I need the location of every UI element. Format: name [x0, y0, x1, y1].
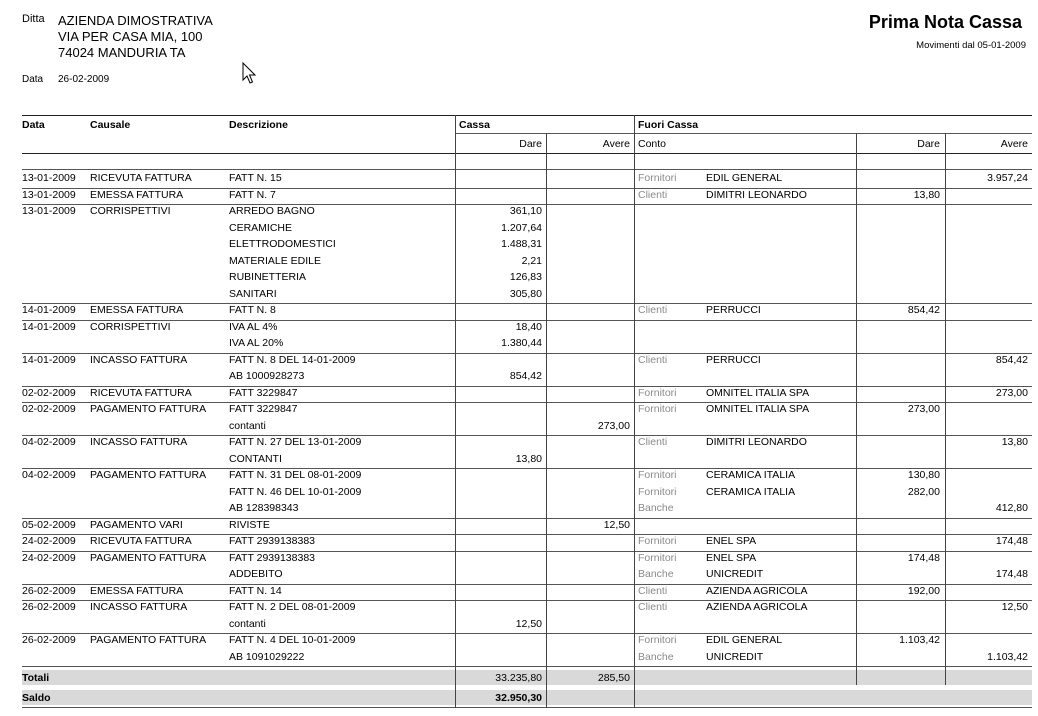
- column-header-fuori-cassa: Fuori Cassa: [638, 119, 699, 131]
- conto-type: Fornitori: [638, 634, 677, 646]
- entry-description: FATT 3229847: [229, 403, 298, 415]
- fuori-avere-value: 13,80: [1001, 436, 1028, 448]
- fuori-dare-value: 192,00: [907, 584, 940, 597]
- entry-description: AB 1091029222: [229, 650, 305, 663]
- conto-name: CERAMICA ITALIA: [706, 485, 796, 498]
- conto-name: ENEL SPA: [706, 551, 757, 564]
- row-divider: [22, 153, 1032, 154]
- entry-causale: EMESSA FATTURA: [90, 188, 184, 201]
- entry-causale: PAGAMENTO FATTURA: [90, 634, 207, 646]
- entry-description: FATT N. 46 DEL 10-01-2009: [229, 485, 362, 498]
- conto-type: Fornitori: [638, 485, 677, 498]
- saldo-label: Saldo: [22, 692, 51, 704]
- column-header-causale: Causale: [90, 119, 131, 131]
- conto-name: DIMITRI LEONARDO: [706, 436, 807, 448]
- conto-name: DIMITRI LEONARDO: [706, 188, 807, 201]
- conto-name: ENEL SPA: [706, 535, 757, 547]
- conto-type: Fornitori: [638, 403, 677, 415]
- entry-description: FATT N. 4 DEL 10-01-2009: [229, 634, 356, 646]
- entry-description: AB 1000928273: [229, 370, 305, 382]
- entry-causale: EMESSA FATTURA: [90, 304, 184, 316]
- entry-date: 24-02-2009: [22, 551, 76, 564]
- totals-avere: 285,50: [597, 672, 630, 684]
- conto-type: Fornitori: [638, 172, 677, 184]
- cassa-dare-value: 126,83: [509, 271, 542, 283]
- entry-causale: CORRISPETTIVI: [90, 205, 171, 217]
- conto-type: Clienti: [638, 353, 668, 366]
- entry-description: IVA AL 20%: [229, 337, 284, 349]
- entry-causale: INCASSO FATTURA: [90, 601, 188, 613]
- conto-type: Banche: [638, 568, 674, 580]
- column-header-descrizione: Descrizione: [229, 119, 288, 131]
- fuori-dare-value: 174,48: [907, 551, 940, 564]
- entry-description: SANITARI: [229, 287, 277, 300]
- entry-description: IVA AL 4%: [229, 320, 278, 333]
- company-address: VIA PER CASA MIA, 100: [58, 29, 203, 44]
- cassa-avere-value: 12,50: [603, 518, 630, 531]
- conto-type: Fornitori: [638, 469, 677, 481]
- entry-description: AB 128398343: [229, 502, 299, 514]
- fuori-dare-value: 273,00: [907, 403, 940, 415]
- cassa-dare-value: 1.207,64: [501, 221, 542, 234]
- entry-description: FATT 3229847: [229, 386, 298, 399]
- entry-date: 26-02-2009: [22, 601, 76, 613]
- entry-date: 26-02-2009: [22, 634, 76, 646]
- company-name: AZIENDA DIMOSTRATIVA: [58, 13, 213, 28]
- entry-description: MATERIALE EDILE: [229, 254, 321, 267]
- conto-name: AZIENDA AGRICOLA: [706, 601, 808, 613]
- fuori-avere-value: 412,80: [995, 502, 1028, 514]
- conto-type: Banche: [638, 502, 674, 514]
- column-divider: [455, 115, 456, 708]
- fuori-avere-value: 1.103,42: [987, 650, 1028, 663]
- entry-date: 02-02-2009: [22, 403, 76, 415]
- entry-causale: PAGAMENTO FATTURA: [90, 551, 207, 564]
- cassa-dare-value: 361,10: [509, 205, 542, 217]
- row-divider: [22, 169, 1032, 170]
- cassa-dare-value: 18,40: [515, 320, 542, 333]
- entry-description: FATT N. 7: [229, 188, 276, 201]
- entry-date: 13-01-2009: [22, 188, 76, 201]
- conto-name: PERRUCCI: [706, 353, 761, 366]
- entry-date: 02-02-2009: [22, 386, 76, 399]
- entry-description: RUBINETTERIA: [229, 271, 307, 283]
- entry-description: ARREDO BAGNO: [229, 205, 315, 217]
- conto-type: Clienti: [638, 304, 668, 316]
- conto-type: Fornitori: [638, 386, 677, 399]
- entry-date: 05-02-2009: [22, 518, 76, 531]
- report-date: 26-02-2009: [58, 74, 110, 85]
- column-header-conto: Conto: [638, 138, 667, 150]
- entry-causale: RICEVUTA FATTURA: [90, 172, 192, 184]
- entry-date: 04-02-2009: [22, 469, 76, 481]
- entry-date: 13-01-2009: [22, 205, 76, 217]
- column-header-cassa-avere: Avere: [602, 138, 630, 150]
- column-header-fuori-avere: Avere: [1000, 138, 1028, 150]
- entry-causale: INCASSO FATTURA: [90, 436, 188, 448]
- conto-name: CERAMICA ITALIA: [706, 469, 796, 481]
- entry-causale: RICEVUTA FATTURA: [90, 535, 192, 547]
- row-divider: [22, 115, 1032, 116]
- conto-name: OMNITEL ITALIA SPA: [706, 386, 810, 399]
- cassa-dare-value: 2,21: [521, 254, 542, 267]
- entry-description: contanti: [229, 419, 266, 432]
- entry-description: FATT N. 31 DEL 08-01-2009: [229, 469, 362, 481]
- entry-description: FATT N. 8: [229, 304, 276, 316]
- column-divider: [856, 133, 857, 685]
- entry-description: contanti: [229, 617, 266, 630]
- entry-description: FATT 2939138383: [229, 551, 316, 564]
- entry-causale: EMESSA FATTURA: [90, 584, 184, 597]
- column-header-cassa-dare: Dare: [519, 138, 542, 150]
- entry-date: 13-01-2009: [22, 172, 76, 184]
- fuori-dare-value: 282,00: [907, 485, 940, 498]
- entry-causale: PAGAMENTO FATTURA: [90, 403, 207, 415]
- conto-type: Clienti: [638, 584, 668, 597]
- cassa-dare-value: 305,80: [509, 287, 542, 300]
- column-header-data: Data: [22, 119, 45, 131]
- fuori-avere-value: 854,42: [995, 353, 1028, 366]
- fuori-avere-value: 174,48: [995, 568, 1028, 580]
- entry-date: 24-02-2009: [22, 535, 76, 547]
- entry-description: CERAMICHE: [229, 221, 293, 234]
- date-label: Data: [22, 74, 44, 85]
- row-divider: [22, 666, 1032, 667]
- entry-description: ELETTRODOMESTICI: [229, 238, 336, 250]
- ditta-label: Ditta: [22, 13, 45, 25]
- conto-name: PERRUCCI: [706, 304, 761, 316]
- conto-type: Banche: [638, 650, 674, 663]
- totals-label: Totali: [22, 672, 50, 684]
- column-header-fuori-dare: Dare: [917, 138, 940, 150]
- entry-description: FATT N. 2 DEL 08-01-2009: [229, 601, 356, 613]
- fuori-dare-value: 854,42: [907, 304, 940, 316]
- fuori-avere-value: 174,48: [995, 535, 1028, 547]
- cassa-dare-value: 854,42: [509, 370, 542, 382]
- fuori-dare-value: 1.103,42: [899, 634, 940, 646]
- conto-type: Fornitori: [638, 535, 677, 547]
- entry-causale: INCASSO FATTURA: [90, 353, 188, 366]
- row-divider: [22, 707, 1032, 708]
- conto-name: UNICREDIT: [706, 650, 764, 663]
- entry-date: 14-01-2009: [22, 353, 76, 366]
- totals-dare: 33.235,80: [495, 672, 542, 684]
- conto-name: OMNITEL ITALIA SPA: [706, 403, 810, 415]
- column-divider: [634, 115, 635, 708]
- saldo-value: 32.950,30: [495, 692, 542, 704]
- entry-causale: PAGAMENTO VARI: [90, 518, 183, 531]
- cassa-dare-value: 12,50: [515, 617, 542, 630]
- conto-type: Clienti: [638, 188, 668, 201]
- entry-date: 26-02-2009: [22, 584, 76, 597]
- fuori-avere-value: 273,00: [995, 386, 1028, 399]
- entry-description: FATT N. 14: [229, 584, 282, 597]
- cassa-avere-value: 273,00: [597, 419, 630, 432]
- fuori-avere-value: 3.957,24: [987, 172, 1028, 184]
- conto-name: EDIL GENERAL: [706, 172, 783, 184]
- conto-type: Clienti: [638, 436, 668, 448]
- fuori-avere-value: 12,50: [1001, 601, 1028, 613]
- entry-date: 14-01-2009: [22, 304, 76, 316]
- conto-name: AZIENDA AGRICOLA: [706, 584, 808, 597]
- conto-type: Fornitori: [638, 551, 677, 564]
- entry-causale: CORRISPETTIVI: [90, 320, 171, 333]
- mouse-cursor-icon: [242, 62, 258, 86]
- fuori-dare-value: 130,80: [907, 469, 940, 481]
- entry-date: 14-01-2009: [22, 320, 76, 333]
- column-divider: [546, 133, 547, 708]
- entry-causale: PAGAMENTO FATTURA: [90, 469, 207, 481]
- conto-name: EDIL GENERAL: [706, 634, 783, 646]
- conto-name: UNICREDIT: [706, 568, 764, 580]
- entry-causale: RICEVUTA FATTURA: [90, 386, 192, 399]
- company-city: 74024 MANDURIA TA: [58, 45, 186, 60]
- cassa-dare-value: 13,80: [515, 452, 542, 465]
- column-divider: [945, 133, 946, 685]
- entry-description: FATT 2939138383: [229, 535, 316, 547]
- entry-description: CONTANTI: [229, 452, 282, 465]
- cassa-dare-value: 1.488,31: [501, 238, 542, 250]
- report-title: Prima Nota Cassa: [868, 12, 1022, 32]
- entry-description: ADDEBITO: [229, 568, 283, 580]
- entry-description: RIVISTE: [229, 518, 270, 531]
- cassa-dare-value: 1.380,44: [501, 337, 542, 349]
- entry-date: 04-02-2009: [22, 436, 76, 448]
- conto-type: Clienti: [638, 601, 668, 613]
- report-subtitle: Movimenti dal 05-01-2009: [916, 40, 1026, 51]
- entry-description: FATT N. 15: [229, 172, 282, 184]
- column-header-cassa: Cassa: [459, 119, 490, 131]
- entry-description: FATT N. 27 DEL 13-01-2009: [229, 436, 362, 448]
- fuori-dare-value: 13,80: [913, 188, 940, 201]
- entry-description: FATT N. 8 DEL 14-01-2009: [229, 353, 356, 366]
